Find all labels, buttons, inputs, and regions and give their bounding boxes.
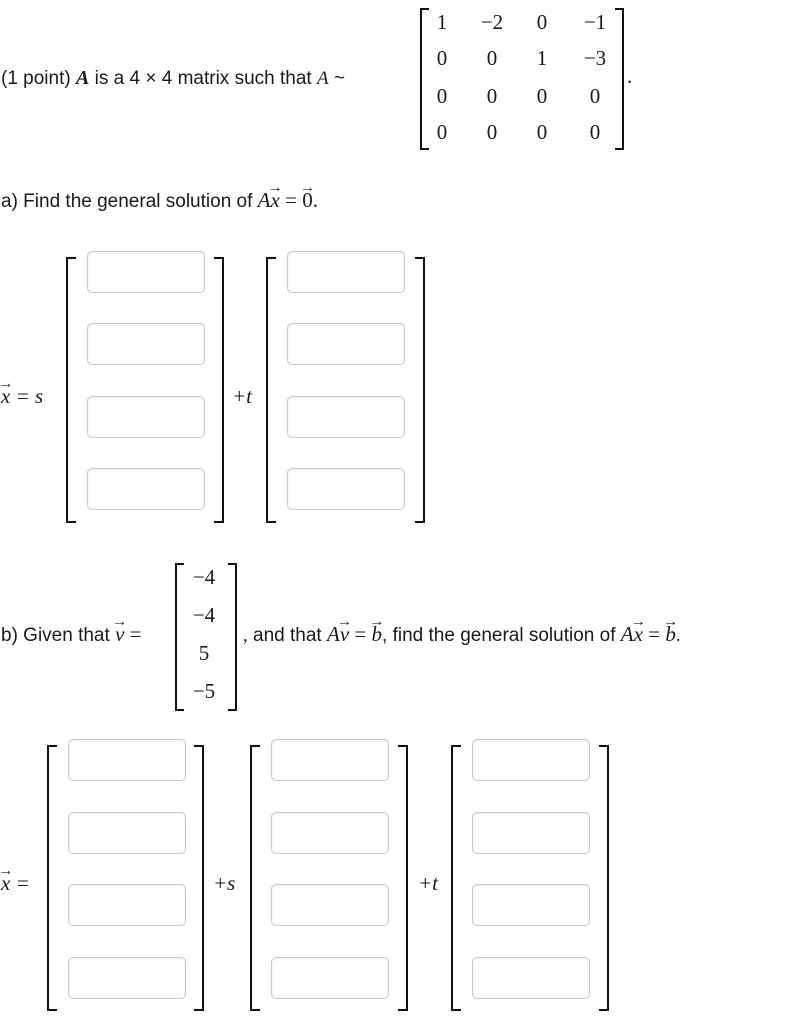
matrix-cell: −3 <box>583 46 607 70</box>
a-vec2-entry-4[interactable] <box>287 468 405 510</box>
part-b-b-vec-2: → b <box>665 624 676 645</box>
part-a-plus-t: +t <box>232 384 253 408</box>
matrix-cell: 0 <box>536 10 548 34</box>
a-vec1-entry-3[interactable] <box>87 396 205 438</box>
part-b-prefix: b) Given that <box>1 625 110 646</box>
part-b-v-vec: → v <box>115 624 124 645</box>
a-vec2-entry-1[interactable] <box>287 251 405 293</box>
part-b-b-vec: → b <box>372 624 383 645</box>
b-vec2-right-bracket <box>398 745 408 1011</box>
part-b-equals: = <box>129 622 142 646</box>
part-b-equals-3: = <box>648 622 661 646</box>
part-b-plus-s: +s <box>213 871 236 895</box>
sim-symbol: ~ <box>333 68 345 89</box>
part-b-v-vec-2: → v <box>340 624 349 645</box>
matrix-cell: 0 <box>436 120 448 144</box>
intro-end-text: matrix such that <box>177 68 312 89</box>
a-vec1-right-bracket <box>214 257 224 523</box>
part-a-equals: = <box>285 188 297 212</box>
v-entry: −4 <box>192 565 216 589</box>
b-vec2-left-bracket <box>250 745 260 1011</box>
times-symbol: × <box>145 68 157 89</box>
part-b-A-2: A <box>620 622 634 646</box>
b-vec1-entry-1[interactable] <box>68 739 186 781</box>
b-vec2-entry-4[interactable] <box>271 957 389 999</box>
matrix-cell: 1 <box>436 10 448 34</box>
part-b-A: A <box>326 622 340 646</box>
matrix-right-bracket <box>615 8 624 150</box>
points-label: (1 point) <box>1 68 71 89</box>
part-b-end: . <box>675 625 681 646</box>
b-vec2-entry-1[interactable] <box>271 739 389 781</box>
a-vec2-left-bracket <box>266 257 276 523</box>
matrix-cell: 0 <box>589 84 601 108</box>
v-right-bracket <box>228 563 237 711</box>
matrix-cell: −2 <box>480 10 504 34</box>
part-a-lhs-eq: = s <box>15 384 44 408</box>
intro-mid-text: is a <box>94 68 125 89</box>
part-b-lhs-x: → x <box>1 873 10 894</box>
a-vec2-right-bracket <box>415 257 425 523</box>
matrix-cell: 0 <box>486 120 498 144</box>
matrix-cell: 0 <box>536 84 548 108</box>
part-b-find-text: , find the general solution of <box>382 625 616 646</box>
matrix-cell: 0 <box>486 46 498 70</box>
b-vec1-entry-2[interactable] <box>68 812 186 854</box>
part-b-plus-t: +t <box>418 871 439 895</box>
a-vec1-left-bracket <box>66 257 76 523</box>
matrix-cell: 0 <box>589 120 601 144</box>
matrix-variable-2: A <box>316 68 329 89</box>
b-vec1-right-bracket <box>194 745 204 1011</box>
b-vec3-entry-1[interactable] <box>472 739 590 781</box>
matrix-variable: A <box>75 67 90 89</box>
statement-period: . <box>627 64 633 88</box>
b-vec3-left-bracket <box>451 745 461 1011</box>
part-b-prompt-end <box>243 624 681 645</box>
part-b-mid-text: and that <box>253 625 322 646</box>
part-a-lhs-x: → x <box>1 386 10 407</box>
problem-statement <box>1 68 345 88</box>
part-a-lhs <box>1 386 43 407</box>
b-vec1-entry-4[interactable] <box>68 957 186 999</box>
b-vec2-entry-2[interactable] <box>271 812 389 854</box>
part-b-equals-2: = <box>354 622 367 646</box>
part-a-x-vec: → x <box>271 190 280 211</box>
matrix-cell: 0 <box>436 84 448 108</box>
a-vec2-entry-2[interactable] <box>287 323 405 365</box>
a-vec1-entry-2[interactable] <box>87 323 205 365</box>
a-vec1-entry-4[interactable] <box>87 468 205 510</box>
part-a-prefix: a) Find the general solution of <box>1 191 253 212</box>
part-b-lhs-eq: = <box>15 871 30 895</box>
size-m: 4 <box>161 68 173 89</box>
size-n: 4 <box>129 68 141 89</box>
b-vec3-entry-3[interactable] <box>472 884 590 926</box>
matrix-cell: 0 <box>486 84 498 108</box>
part-a-zero-vec: → 0 <box>302 190 313 211</box>
matrix-cell: −1 <box>583 10 607 34</box>
b-vec3-entry-4[interactable] <box>472 957 590 999</box>
b-vec3-entry-2[interactable] <box>472 812 590 854</box>
v-entry: −4 <box>192 603 216 627</box>
b-vec2-entry-3[interactable] <box>271 884 389 926</box>
matrix-cell: 0 <box>536 120 548 144</box>
part-b-prompt-start <box>1 624 142 645</box>
part-a-prompt <box>1 190 318 211</box>
part-b-x-vec: → x <box>634 624 643 645</box>
part-b-comma: , <box>243 625 248 646</box>
b-vec1-left-bracket <box>47 745 57 1011</box>
b-vec1-entry-3[interactable] <box>68 884 186 926</box>
part-a-end: . <box>312 188 318 212</box>
matrix-cell: 0 <box>436 46 448 70</box>
v-entry: 5 <box>198 641 210 665</box>
v-left-bracket <box>175 563 184 711</box>
part-b-lhs <box>1 873 30 894</box>
v-entry: −5 <box>192 679 216 703</box>
b-vec3-right-bracket <box>599 745 609 1011</box>
matrix-cell: 1 <box>536 46 548 70</box>
a-vec2-entry-3[interactable] <box>287 396 405 438</box>
a-vec1-entry-1[interactable] <box>87 251 205 293</box>
part-a-A: A <box>257 188 271 212</box>
